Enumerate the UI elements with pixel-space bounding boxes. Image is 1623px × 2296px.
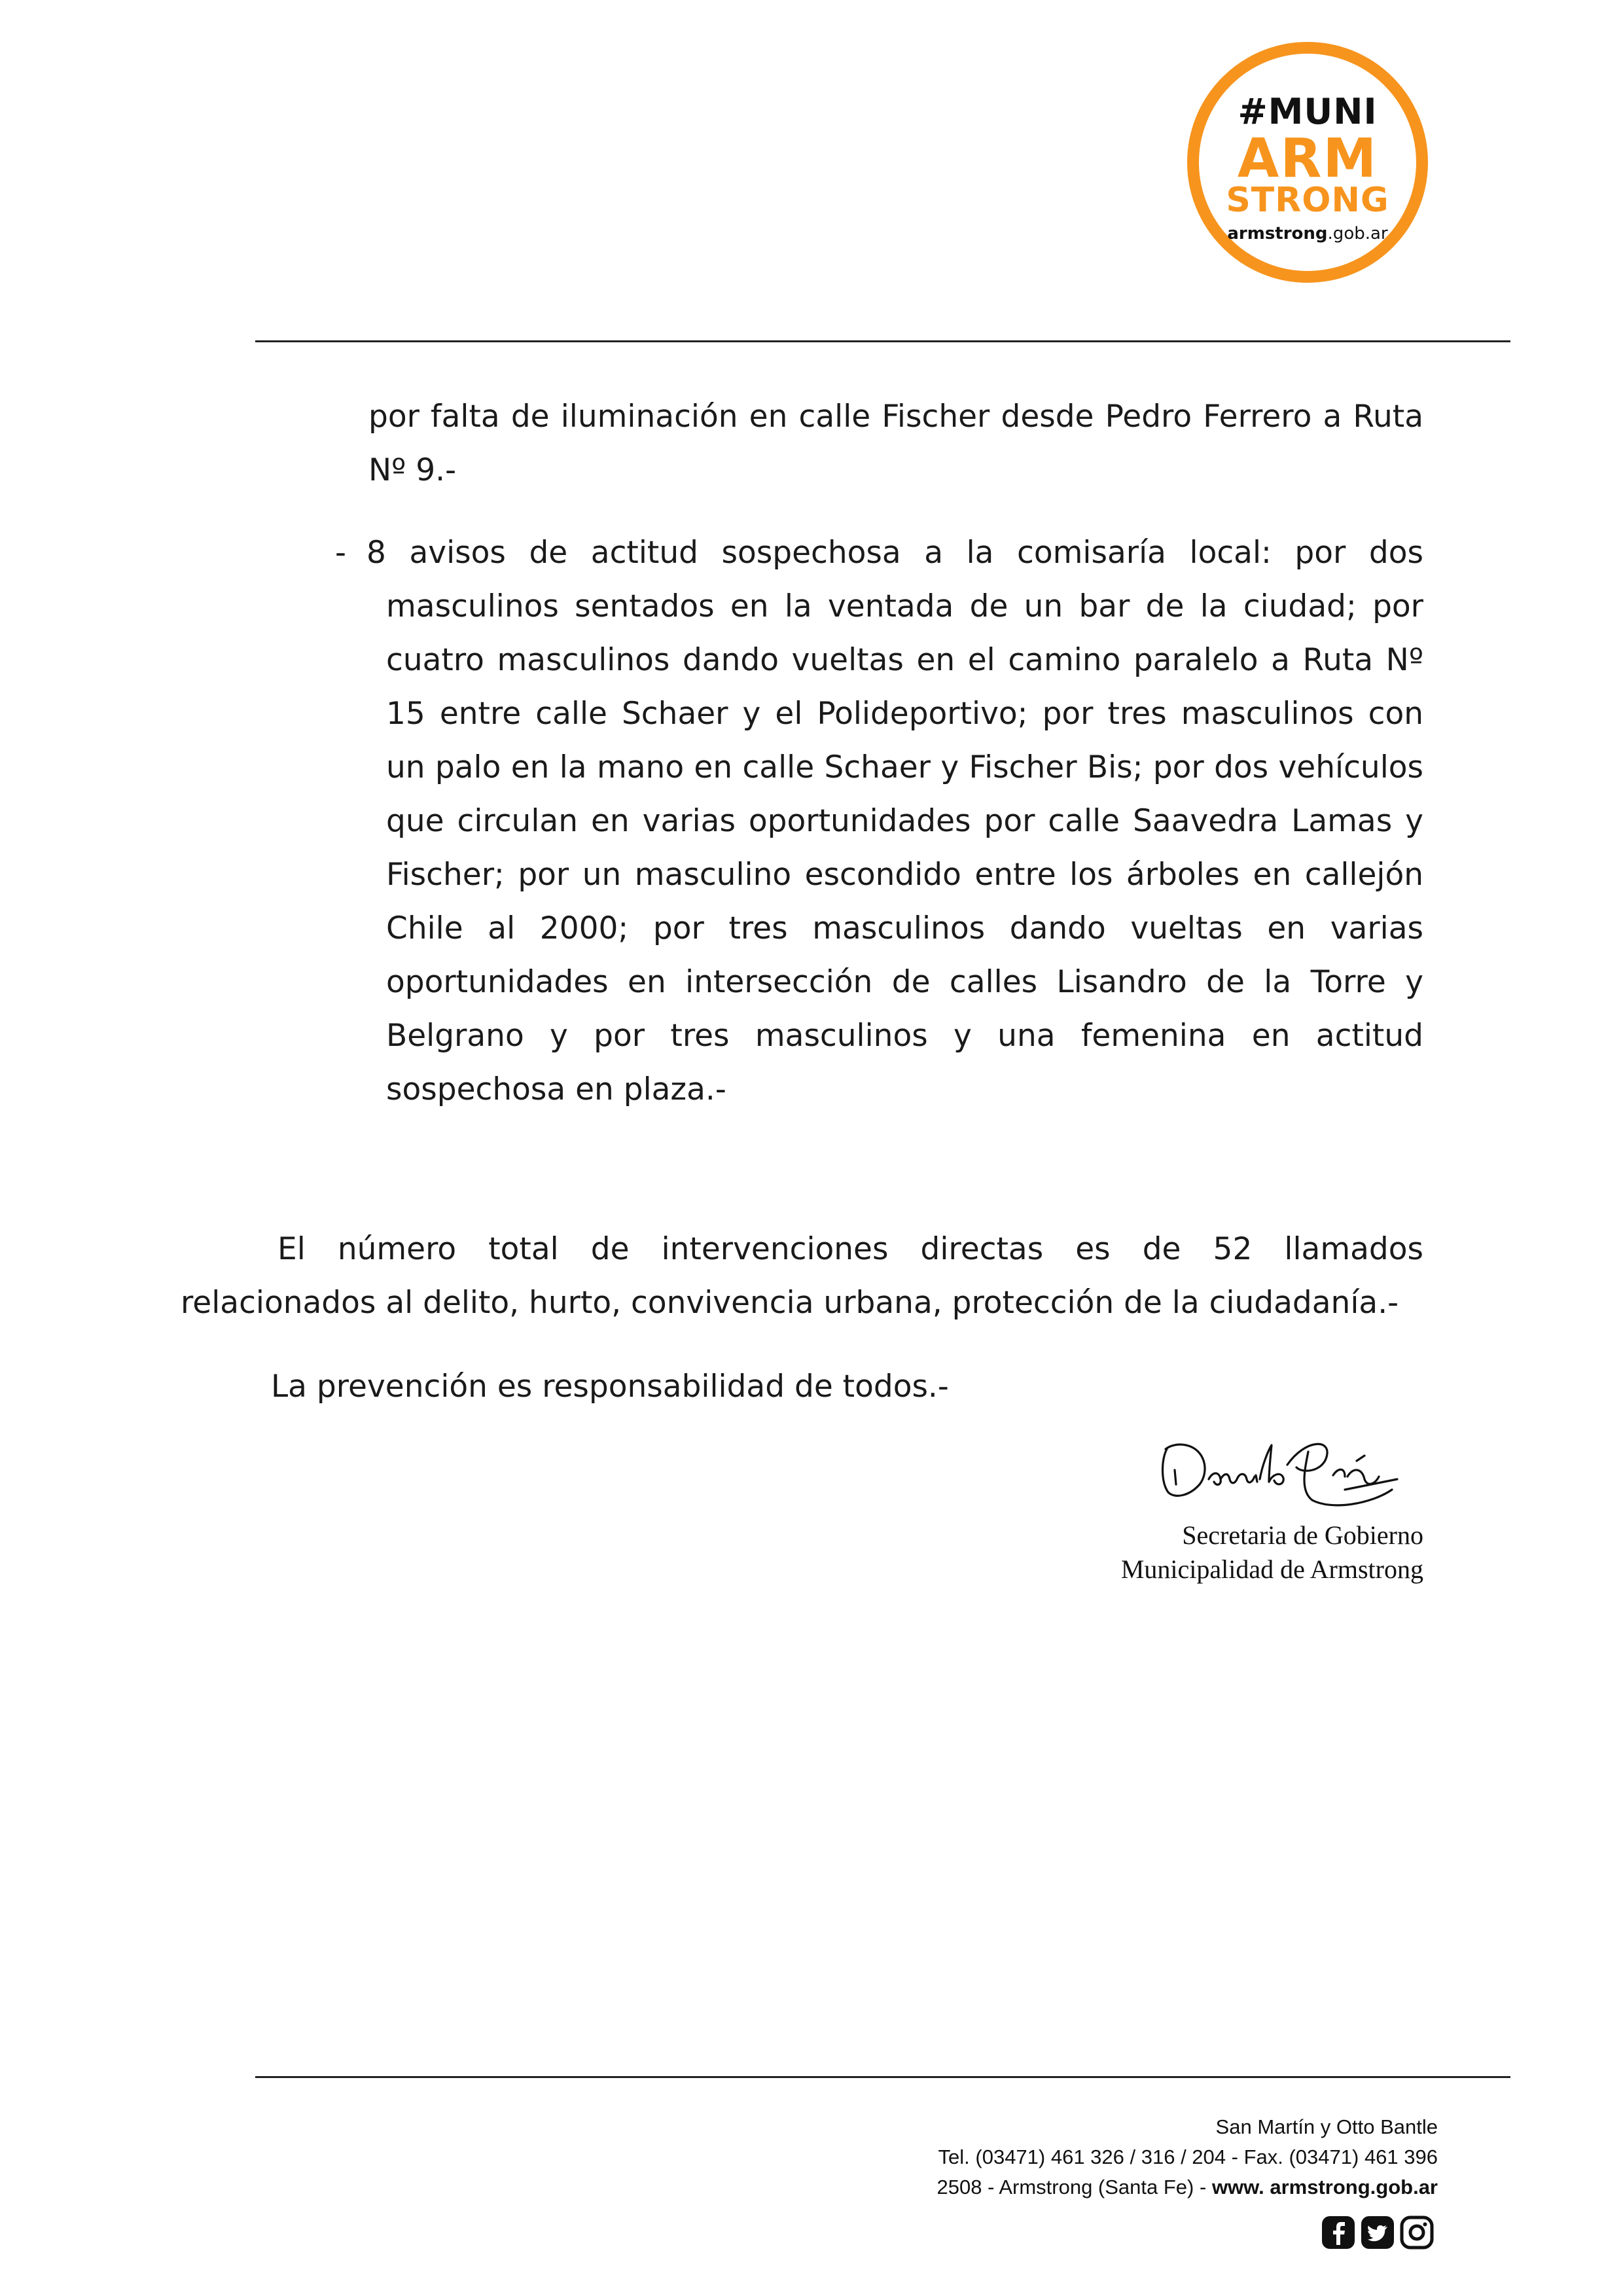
signatory-title: Secretaria de Gobierno (1182, 1520, 1423, 1550)
twitter-icon[interactable] (1360, 2215, 1395, 2250)
facebook-icon[interactable] (1321, 2215, 1356, 2250)
signatory-organization: Municipalidad de Armstrong (1120, 1554, 1423, 1584)
logo-domain: armstrong.gob.ar (1227, 224, 1388, 243)
closing-paragraph: La prevención es responsabilidad de todos.- (271, 1369, 949, 1405)
social-icons (1321, 2215, 1435, 2251)
total-paragraph: El número total de intervenciones directas es de 52 llamados relacionados al delito, hurto, convivencia urbana, protección de la ciudadanía.- (181, 1231, 1423, 1321)
bullet-paragraph: 8 avisos de actitud sospechosa a la comisaría local: por dos masculinos sentados en la ventada de un bar de la ciudad; por cuatro masculinos dando vueltas en el camino paralelo a Ruta Nº 15 entre calle Schaer y el Polideportivo; por tres masculinos con un palo en la mano en calle Schaer y Fischer Bis; por dos vehículos que circulan en varias oportunidades por calle Saavedra Lamas y Fischer; por un masculino escondido entre los árboles en callejón Chile al 2000; por tres masculinos dando vueltas en varias oportunidades en intersección de calles Lisandro de la Torre y Belgrano y por tres masculinos y una femenina en actitud sospechosa en plaza.- (366, 535, 1423, 1107)
logo-line-1: #MUNI (1238, 91, 1378, 132)
header-divider (255, 340, 1510, 342)
footer-city-website: 2508 - Armstrong (Santa Fe) - www. armstrong.gob.ar (936, 2176, 1438, 2198)
instagram-icon[interactable] (1399, 2215, 1435, 2250)
logo-line-2: ARM (1237, 128, 1378, 190)
logo-line-3: STRONG (1226, 181, 1389, 220)
footer-phones: Tel. (03471) 461 326 / 316 / 204 - Fax. (03471) 461 396 (938, 2145, 1438, 2168)
handwritten-signature (1149, 1419, 1423, 1517)
footer-divider (255, 2076, 1510, 2078)
bullet-marker: - (335, 535, 346, 571)
municipality-logo (1187, 42, 1428, 283)
website-link[interactable]: www. armstrong.gob.ar (1211, 2176, 1438, 2198)
footer-address: San Martín y Otto Bantle (1215, 2115, 1438, 2138)
continuation-paragraph: por falta de iluminación en calle Fischer desde Pedro Ferrero a Ruta Nº 9.- (368, 399, 1423, 488)
